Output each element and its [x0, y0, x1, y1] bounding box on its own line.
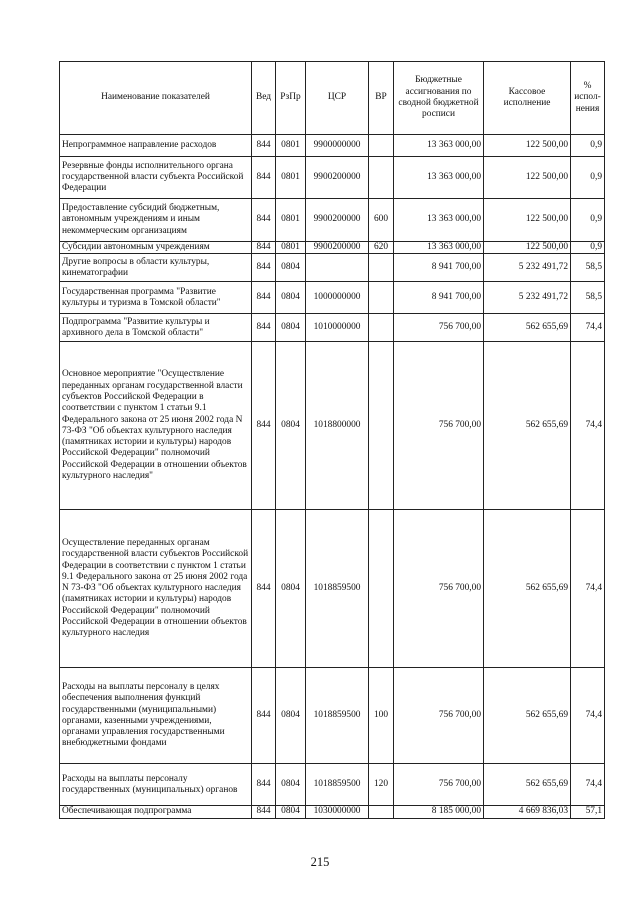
- row-pct: 74,4: [571, 668, 605, 764]
- row-ved: 844: [252, 242, 276, 254]
- row-budget: 13 363 000,00: [394, 242, 484, 254]
- row-csr: 1018859500: [306, 764, 369, 806]
- row-budget: 756 700,00: [394, 314, 484, 342]
- header-pct: % испол-нения: [571, 62, 605, 135]
- row-rzpr: 0804: [276, 254, 306, 282]
- row-cash: 5 232 491,72: [484, 254, 571, 282]
- row-budget: 756 700,00: [394, 342, 484, 510]
- row-vr: [369, 314, 394, 342]
- row-cash: 122 500,00: [484, 242, 571, 254]
- row-budget: 13 363 000,00: [394, 157, 484, 199]
- table-row: [60, 764, 605, 806]
- row-pct: 74,4: [571, 314, 605, 342]
- header-vr: ВР: [369, 62, 394, 135]
- row-budget: 8 941 700,00: [394, 254, 484, 282]
- table-row: [60, 199, 605, 242]
- row-csr: 9900200000: [306, 242, 369, 254]
- row-cash: 562 655,69: [484, 764, 571, 806]
- row-cash: 122 500,00: [484, 157, 571, 199]
- row-name: Субсидии автономным учреждениям: [60, 242, 252, 254]
- row-ved: 844: [252, 510, 276, 668]
- header-rzpr: РзПр: [276, 62, 306, 135]
- row-name: Расходы на выплаты персоналу государственных (муниципальных) органов: [60, 764, 252, 806]
- row-cash: 4 669 836,03: [484, 806, 571, 818]
- table-row: [60, 242, 605, 254]
- row-csr: [306, 254, 369, 282]
- row-rzpr: 0804: [276, 806, 306, 818]
- row-csr: 9900200000: [306, 199, 369, 242]
- row-csr: 9900000000: [306, 135, 369, 157]
- table-row: [60, 510, 605, 668]
- row-rzpr: 0804: [276, 510, 306, 668]
- row-budget: 756 700,00: [394, 764, 484, 806]
- row-rzpr: 0801: [276, 157, 306, 199]
- table-row: [60, 314, 605, 342]
- row-cash: 122 500,00: [484, 199, 571, 242]
- row-ved: 844: [252, 254, 276, 282]
- row-budget: 756 700,00: [394, 510, 484, 668]
- row-rzpr: 0804: [276, 764, 306, 806]
- row-cash: 5 232 491,72: [484, 282, 571, 314]
- row-ved: 844: [252, 764, 276, 806]
- table-row: [60, 135, 605, 157]
- table-row: [60, 157, 605, 199]
- table-row: [60, 282, 605, 314]
- table-row: [60, 806, 605, 818]
- row-pct: 74,4: [571, 342, 605, 510]
- row-budget: 8 185 000,00: [394, 806, 484, 818]
- row-pct: 0,9: [571, 135, 605, 157]
- table-row: [60, 254, 605, 282]
- row-pct: 0,9: [571, 157, 605, 199]
- row-name: Непрограммное направление расходов: [60, 135, 252, 157]
- row-name: Другие вопросы в области культуры, кинематографии: [60, 254, 252, 282]
- row-csr: 9900200000: [306, 157, 369, 199]
- row-name: Резервные фонды исполнительного органа государственной власти субъекта Российской Федерации: [60, 157, 252, 199]
- row-vr: 620: [369, 242, 394, 254]
- row-vr: 100: [369, 668, 394, 764]
- row-pct: 0,9: [571, 199, 605, 242]
- page-number: 215: [310, 855, 330, 869]
- row-pct: 74,4: [571, 764, 605, 806]
- row-vr: 120: [369, 764, 394, 806]
- row-name: Основное мероприятие "Осуществление переданных органам государственной власти субъектов Российской Федерации в соответствии с пунктом 1 статьи 9.1 Федерального закона от 25 июня 2002 года N 73-ФЗ "Об объектах культурного наследия (памятниках истории и культуры) народов Российской Федерации" полномочий Российской Федерации в отношении объектов культурного наследия": [60, 342, 252, 510]
- header-name: Наименование показателей: [60, 62, 252, 135]
- row-cash: 122 500,00: [484, 135, 571, 157]
- row-csr: 1018859500: [306, 510, 369, 668]
- row-ved: 844: [252, 806, 276, 818]
- row-cash: 562 655,69: [484, 668, 571, 764]
- header-budget: Бюджетные ассигнования по сводной бюджетной росписи: [394, 62, 484, 135]
- row-rzpr: 0804: [276, 314, 306, 342]
- header-row: [60, 62, 605, 135]
- row-budget: 13 363 000,00: [394, 199, 484, 242]
- row-vr: [369, 510, 394, 668]
- row-cash: 562 655,69: [484, 314, 571, 342]
- header-csr: ЦСР: [306, 62, 369, 135]
- row-csr: 1000000000: [306, 282, 369, 314]
- row-csr: 1018859500: [306, 668, 369, 764]
- row-name: Государственная программа "Развитие культуры и туризма в Томской области": [60, 282, 252, 314]
- row-vr: [369, 342, 394, 510]
- row-name: Предоставление субсидий бюджетным, автономным учреждениям и иным некоммерческим организациям: [60, 199, 252, 242]
- row-csr: 1010000000: [306, 314, 369, 342]
- row-vr: [369, 157, 394, 199]
- row-name: Подпрограмма "Развитие культуры и архивного дела в Томской области": [60, 314, 252, 342]
- row-rzpr: 0804: [276, 342, 306, 510]
- row-ved: 844: [252, 668, 276, 764]
- row-rzpr: 0801: [276, 242, 306, 254]
- row-ved: 844: [252, 199, 276, 242]
- header-ved: Вед: [252, 62, 276, 135]
- row-pct: 57,1: [571, 806, 605, 818]
- row-pct: 0,9: [571, 242, 605, 254]
- row-cash: 562 655,69: [484, 342, 571, 510]
- row-csr: 1018800000: [306, 342, 369, 510]
- row-vr: [369, 806, 394, 818]
- row-ved: 844: [252, 157, 276, 199]
- row-name: Осуществление переданных органам государственной власти субъектов Российской Федерации в соответствии с пунктом 1 статьи 9.1 Федерального закона от 25 июня 2002 года N 73-ФЗ "Об объектах культурного наследия (памятниках истории и культуры) народов Российской Федерации" полномочий Российской Федерации в отношении объектов культурного наследия: [60, 510, 252, 668]
- row-pct: 58,5: [571, 254, 605, 282]
- row-ved: 844: [252, 135, 276, 157]
- row-vr: [369, 135, 394, 157]
- row-rzpr: 0801: [276, 135, 306, 157]
- budget-table: [59, 61, 605, 819]
- row-vr: 600: [369, 199, 394, 242]
- row-vr: [369, 282, 394, 314]
- header-cash: Кассовое исполнение: [484, 62, 571, 135]
- row-csr: 1030000000: [306, 806, 369, 818]
- row-name: Обеспечивающая подпрограмма: [60, 806, 252, 818]
- table-row: [60, 668, 605, 764]
- row-pct: 58,5: [571, 282, 605, 314]
- row-ved: 844: [252, 342, 276, 510]
- table-row: [60, 342, 605, 510]
- row-budget: 756 700,00: [394, 668, 484, 764]
- row-ved: 844: [252, 314, 276, 342]
- row-rzpr: 0804: [276, 668, 306, 764]
- row-budget: 8 941 700,00: [394, 282, 484, 314]
- row-rzpr: 0804: [276, 282, 306, 314]
- row-name: Расходы на выплаты персоналу в целях обеспечения выполнения функций государственными (муниципальными) органами, казенными учреждениями, органами управления государственными внебюджетными фондами: [60, 668, 252, 764]
- row-cash: 562 655,69: [484, 510, 571, 668]
- row-rzpr: 0801: [276, 199, 306, 242]
- row-budget: 13 363 000,00: [394, 135, 484, 157]
- row-vr: [369, 254, 394, 282]
- row-ved: 844: [252, 282, 276, 314]
- row-pct: 74,4: [571, 510, 605, 668]
